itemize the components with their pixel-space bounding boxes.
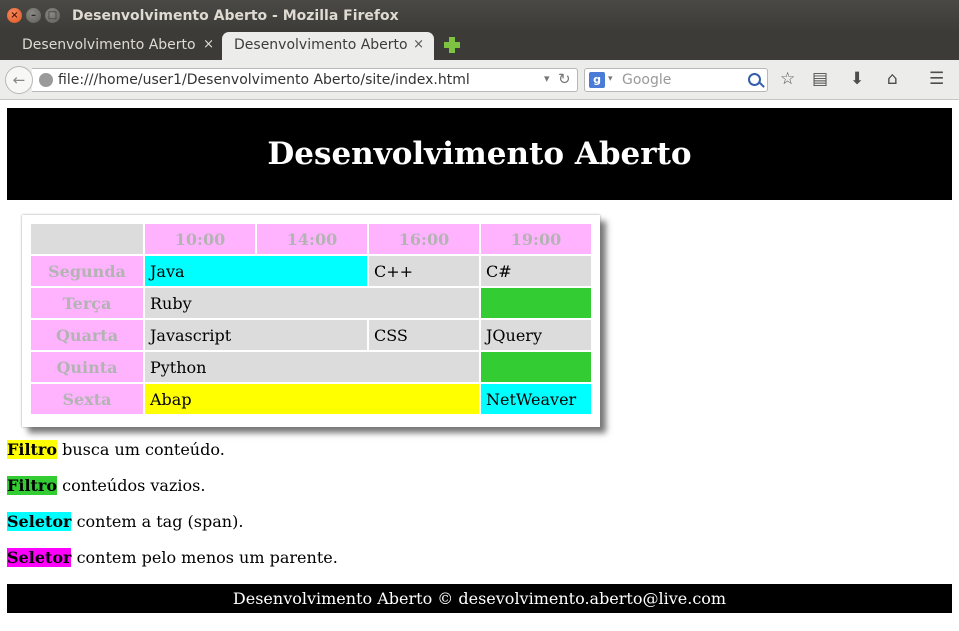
legend-line [7, 476, 205, 495]
day-header: Terça [31, 288, 143, 318]
legend-text: contem pelo menos um parente. [71, 548, 338, 567]
legend-text: busca um conteúdo. [57, 440, 225, 459]
site-footer [7, 584, 952, 613]
window-title: Desenvolvimento Aberto - Mozilla Firefox [72, 8, 399, 24]
download-icon[interactable]: ⬇ [850, 69, 865, 89]
schedule-cell: Java [145, 256, 367, 286]
browser-tab-2-active[interactable] [222, 32, 434, 60]
legend-tag: Filtro [7, 476, 58, 495]
menu-icon[interactable]: ☰ [929, 69, 945, 89]
time-header: 16:00 [369, 224, 479, 254]
tab-close-icon[interactable]: × [413, 37, 424, 52]
schedule-panel [22, 215, 600, 427]
schedule-cell: Abap [145, 384, 479, 414]
bookmark-star-icon[interactable]: ☆ [780, 69, 796, 89]
legend-line [7, 440, 225, 459]
history-dropdown-icon[interactable]: ▾ [544, 72, 550, 85]
site-title: Desenvolvimento Aberto [267, 136, 692, 172]
window-minimize-button[interactable]: – [26, 8, 41, 23]
schedule-cell: CSS [369, 320, 479, 350]
window-close-button[interactable]: × [7, 8, 22, 23]
empty-schedule-cell [481, 352, 591, 382]
tab-label: Desenvolvimento Aberto [234, 37, 408, 53]
day-header: Sexta [31, 384, 143, 414]
window-maximize-button[interactable]: □ [45, 8, 60, 23]
time-header: 19:00 [481, 224, 591, 254]
new-tab-plus-icon[interactable] [443, 36, 461, 54]
legend-text: contem a tag (span). [71, 512, 244, 531]
time-header: 14:00 [257, 224, 367, 254]
empty-schedule-cell [481, 288, 591, 318]
search-box[interactable] [584, 68, 768, 92]
url-bar[interactable] [32, 68, 578, 92]
search-input[interactable]: Google [622, 72, 672, 88]
reload-icon[interactable]: ↻ [558, 70, 571, 88]
tab-strip [0, 32, 959, 60]
schedule-table [29, 222, 593, 416]
search-icon[interactable] [748, 73, 761, 86]
table-row [31, 288, 591, 318]
schedule-cell: NetWeaver [481, 384, 591, 414]
schedule-cell: Javascript [145, 320, 367, 350]
table-row [31, 352, 591, 382]
day-header: Segunda [31, 256, 143, 286]
legend-tag: Seletor [7, 512, 72, 531]
engine-dropdown-icon[interactable]: ▾ [608, 74, 613, 84]
day-header: Quinta [31, 352, 143, 382]
window-title-bar [0, 0, 959, 32]
schedule-cell: JQuery [481, 320, 591, 350]
table-row [31, 384, 591, 414]
table-header-row [31, 224, 591, 254]
day-header: Quarta [31, 320, 143, 350]
back-button[interactable]: ← [5, 66, 33, 94]
schedule-cell: C# [481, 256, 591, 286]
tab-close-icon[interactable]: × [203, 37, 214, 52]
page-content [0, 101, 959, 631]
navigation-toolbar [0, 60, 959, 100]
url-text[interactable]: file:///home/user1/Desenvolvimento Aberto/site/index.html [58, 72, 470, 88]
table-row [31, 320, 591, 350]
footer-text: Desenvolvimento Aberto © desevolvimento.aberto@live.com [232, 589, 727, 608]
schedule-cell: C++ [369, 256, 479, 286]
reader-list-icon[interactable]: ▤ [812, 69, 829, 89]
google-engine-icon[interactable]: g [589, 72, 605, 88]
home-icon[interactable]: ⌂ [887, 69, 898, 89]
legend-tag: Filtro [7, 440, 58, 459]
site-header [7, 108, 952, 200]
schedule-cell: Ruby [145, 288, 479, 318]
browser-tab-1[interactable] [0, 32, 222, 60]
corner-cell [31, 224, 143, 254]
time-header: 10:00 [145, 224, 255, 254]
globe-icon [39, 73, 53, 87]
legend-text: conteúdos vazios. [57, 476, 206, 495]
schedule-cell: Python [145, 352, 479, 382]
legend-tag: Seletor [7, 548, 72, 567]
legend-line [7, 548, 338, 567]
legend-line [7, 512, 243, 531]
tab-label: Desenvolvimento Aberto [22, 37, 196, 53]
table-row [31, 256, 591, 286]
